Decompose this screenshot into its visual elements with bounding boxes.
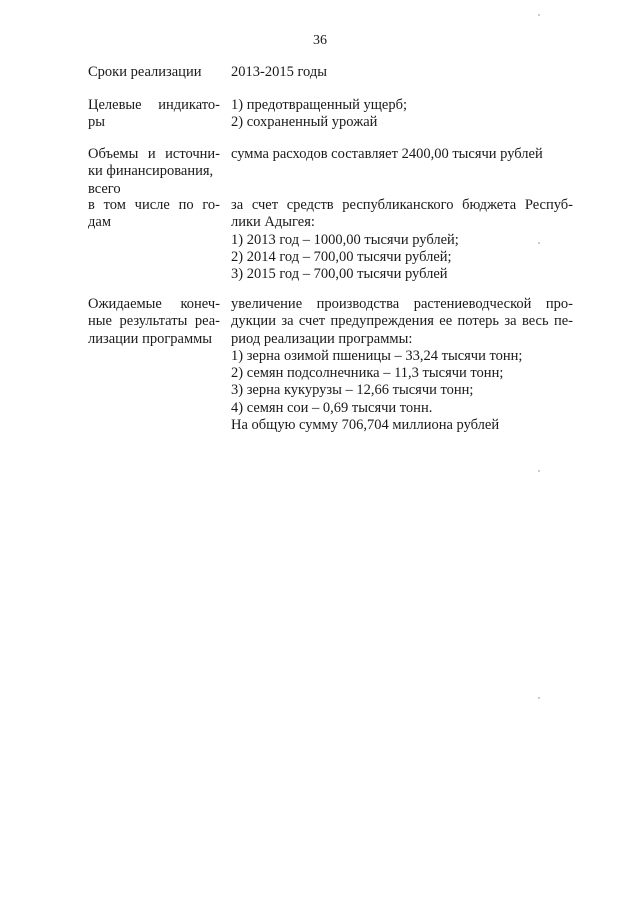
value-line: за счет средств республиканского бюджета Респуб- [231, 197, 573, 213]
label-line: Объемы и источни- [88, 146, 220, 162]
value-line: 1) предотвращенный ущерб; [231, 97, 408, 113]
scan-speck [538, 14, 540, 16]
label-line: Ожидаемые конеч- [88, 296, 220, 312]
label-line: Сроки реализации [88, 64, 202, 80]
value-line: риод реализации программы: [231, 330, 413, 347]
value-expected-results [231, 296, 573, 434]
value-line: 3) 2015 год – 700,00 тысячи рублей [231, 266, 448, 283]
value-target-indicators [231, 97, 573, 132]
label-line: ры [88, 114, 105, 131]
label-line: лизации программы [88, 330, 213, 347]
label-line: всего [88, 180, 121, 197]
label-line: Целевые индикато- [88, 97, 220, 113]
page-number: 36 [313, 33, 327, 48]
value-line: На общую сумму 706,704 миллиона рублей [231, 417, 500, 434]
scan-speck [538, 697, 540, 699]
value-line: 3) зерна кукурузы – 12,66 тысячи тонн; [231, 382, 474, 399]
value-line: дукции за счет предупреждения ее потерь за весь пе- [231, 313, 573, 330]
label-target-indicators [88, 97, 220, 132]
label-expected-results [88, 296, 220, 348]
value-line: 2013-2015 годы [231, 64, 327, 80]
value-line: 1) 2013 год – 1000,00 тысячи рублей; [231, 231, 459, 248]
label-line: в том числе по го- [88, 197, 220, 213]
value-line: сумма расходов составляет 2400,00 тысячи рублей [231, 146, 543, 162]
label-by-years [88, 197, 220, 232]
value-line: 2) сохраненный урожай [231, 114, 378, 131]
value-line: 1) зерна озимой пшеницы – 33,24 тысячи тонн; [231, 347, 523, 364]
value-implementation-period [231, 64, 573, 81]
value-by-years [231, 197, 573, 283]
label-implementation-period [88, 64, 220, 81]
value-line: 2) 2014 год – 700,00 тысячи рублей; [231, 248, 452, 265]
scan-speck [538, 242, 540, 244]
label-funding-volume [88, 146, 220, 198]
value-line: лики Адыгея: [231, 214, 315, 231]
value-funding-volume [231, 146, 573, 163]
scan-speck [538, 470, 540, 472]
label-line: дам [88, 214, 111, 231]
value-line: увеличение производства растениеводческой про- [231, 296, 573, 312]
value-line: 2) семян подсолнечника – 11,3 тысячи тонн; [231, 365, 504, 382]
label-line: ки финансирования, [88, 163, 214, 180]
label-line: ные результаты реа- [88, 313, 220, 330]
value-line: 4) семян сои – 0,69 тысячи тонн. [231, 399, 433, 416]
